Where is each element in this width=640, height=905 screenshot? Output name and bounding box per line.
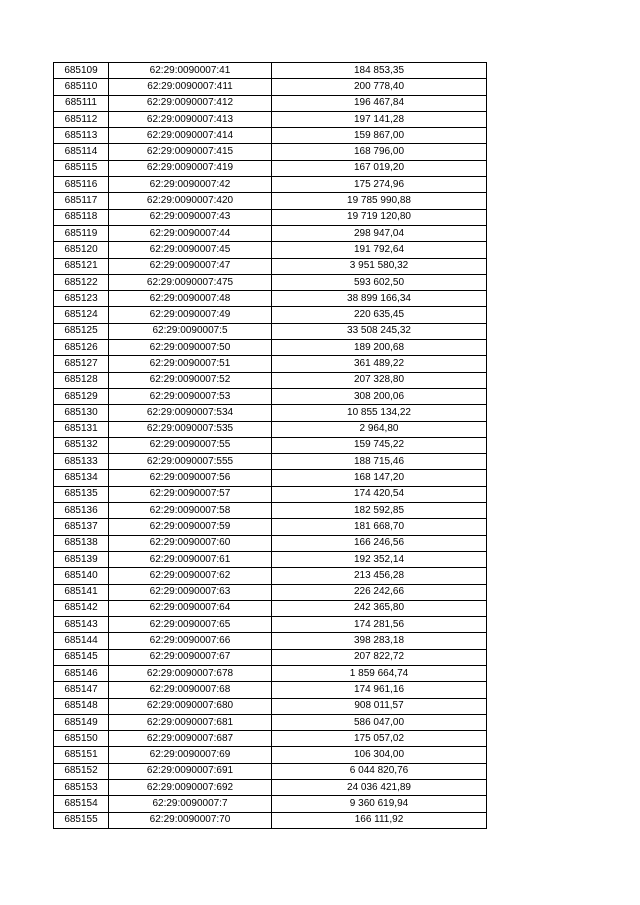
row-number-cell: 685144 (54, 633, 109, 649)
value-cell: 175 057,02 (272, 731, 487, 747)
table-row (54, 747, 487, 763)
cadastral-number-cell: 62:29:0090007:48 (109, 291, 272, 307)
value-cell: 3 951 580,32 (272, 258, 487, 274)
cadastral-number-cell: 62:29:0090007:50 (109, 340, 272, 356)
cadastral-number-cell: 62:29:0090007:413 (109, 111, 272, 127)
table-body (54, 63, 487, 829)
table-row (54, 812, 487, 828)
table-row (54, 242, 487, 258)
value-cell: 2 964,80 (272, 421, 487, 437)
table-row (54, 95, 487, 111)
cadastral-number-cell: 62:29:0090007:420 (109, 193, 272, 209)
value-cell: 242 365,80 (272, 600, 487, 616)
row-number-cell: 685137 (54, 519, 109, 535)
cadastral-number-cell: 62:29:0090007:678 (109, 665, 272, 681)
row-number-cell: 685140 (54, 568, 109, 584)
cadastral-number-cell: 62:29:0090007:51 (109, 356, 272, 372)
cadastral-number-cell: 62:29:0090007:52 (109, 372, 272, 388)
row-number-cell: 685124 (54, 307, 109, 323)
value-cell: 168 796,00 (272, 144, 487, 160)
value-cell: 207 328,80 (272, 372, 487, 388)
cadastral-number-cell: 62:29:0090007:44 (109, 225, 272, 241)
table-row (54, 649, 487, 665)
cadastral-number-cell: 62:29:0090007:64 (109, 600, 272, 616)
value-cell: 196 467,84 (272, 95, 487, 111)
value-cell: 226 242,66 (272, 584, 487, 600)
value-cell: 593 602,50 (272, 274, 487, 290)
cadastral-number-cell: 62:29:0090007:60 (109, 535, 272, 551)
row-number-cell: 685152 (54, 763, 109, 779)
cadastral-number-cell: 62:29:0090007:681 (109, 714, 272, 730)
row-number-cell: 685113 (54, 128, 109, 144)
cadastral-number-cell: 62:29:0090007:53 (109, 388, 272, 404)
table-row (54, 177, 487, 193)
table-row (54, 470, 487, 486)
cadastral-number-cell: 62:29:0090007:691 (109, 763, 272, 779)
value-cell: 175 274,96 (272, 177, 487, 193)
row-number-cell: 685117 (54, 193, 109, 209)
cadastral-number-cell: 62:29:0090007:58 (109, 503, 272, 519)
value-cell: 908 011,57 (272, 698, 487, 714)
value-cell: 106 304,00 (272, 747, 487, 763)
cadastral-number-cell: 62:29:0090007:419 (109, 160, 272, 176)
table-row (54, 128, 487, 144)
cadastral-number-cell: 62:29:0090007:56 (109, 470, 272, 486)
row-number-cell: 685126 (54, 340, 109, 356)
table-row (54, 796, 487, 812)
row-number-cell: 685130 (54, 405, 109, 421)
row-number-cell: 685122 (54, 274, 109, 290)
row-number-cell: 685148 (54, 698, 109, 714)
row-number-cell: 685110 (54, 79, 109, 95)
cadastral-number-cell: 62:29:0090007:57 (109, 486, 272, 502)
cadastral-number-cell: 62:29:0090007:63 (109, 584, 272, 600)
table-row (54, 551, 487, 567)
value-cell: 298 947,04 (272, 225, 487, 241)
value-cell: 200 778,40 (272, 79, 487, 95)
cadastral-number-cell: 62:29:0090007:69 (109, 747, 272, 763)
cadastral-number-cell: 62:29:0090007:43 (109, 209, 272, 225)
value-cell: 192 352,14 (272, 551, 487, 567)
row-number-cell: 685149 (54, 714, 109, 730)
table-row (54, 421, 487, 437)
row-number-cell: 685135 (54, 486, 109, 502)
row-number-cell: 685127 (54, 356, 109, 372)
table-row (54, 340, 487, 356)
table-row (54, 486, 487, 502)
table-row (54, 454, 487, 470)
table-row (54, 274, 487, 290)
row-number-cell: 685132 (54, 437, 109, 453)
row-number-cell: 685115 (54, 160, 109, 176)
row-number-cell: 685120 (54, 242, 109, 258)
table-row (54, 714, 487, 730)
value-cell: 586 047,00 (272, 714, 487, 730)
value-cell: 166 246,56 (272, 535, 487, 551)
value-cell: 220 635,45 (272, 307, 487, 323)
value-cell: 1 859 664,74 (272, 665, 487, 681)
row-number-cell: 685154 (54, 796, 109, 812)
table-row (54, 437, 487, 453)
row-number-cell: 685136 (54, 503, 109, 519)
cadastral-number-cell: 62:29:0090007:45 (109, 242, 272, 258)
cadastral-number-cell: 62:29:0090007:70 (109, 812, 272, 828)
cadastral-number-cell: 62:29:0090007:475 (109, 274, 272, 290)
row-number-cell: 685138 (54, 535, 109, 551)
table-row (54, 291, 487, 307)
row-number-cell: 685114 (54, 144, 109, 160)
value-cell: 167 019,20 (272, 160, 487, 176)
cadastral-number-cell: 62:29:0090007:42 (109, 177, 272, 193)
table-row (54, 633, 487, 649)
table-row (54, 519, 487, 535)
row-number-cell: 685112 (54, 111, 109, 127)
value-cell: 398 283,18 (272, 633, 487, 649)
cadastral-number-cell: 62:29:0090007:68 (109, 682, 272, 698)
cadastral-number-cell: 62:29:0090007:412 (109, 95, 272, 111)
row-number-cell: 685150 (54, 731, 109, 747)
value-cell: 159 867,00 (272, 128, 487, 144)
cadastral-number-cell: 62:29:0090007:61 (109, 551, 272, 567)
value-cell: 181 668,70 (272, 519, 487, 535)
cadastral-number-cell: 62:29:0090007:414 (109, 128, 272, 144)
value-cell: 24 036 421,89 (272, 780, 487, 796)
cadastral-number-cell: 62:29:0090007:687 (109, 731, 272, 747)
value-cell: 184 853,35 (272, 63, 487, 79)
table-row (54, 258, 487, 274)
table-row (54, 63, 487, 79)
table-row (54, 372, 487, 388)
row-number-cell: 685145 (54, 649, 109, 665)
table-row (54, 503, 487, 519)
cadastral-number-cell: 62:29:0090007:555 (109, 454, 272, 470)
row-number-cell: 685125 (54, 323, 109, 339)
table-row (54, 584, 487, 600)
row-number-cell: 685155 (54, 812, 109, 828)
row-number-cell: 685129 (54, 388, 109, 404)
value-cell: 168 147,20 (272, 470, 487, 486)
value-cell: 38 899 166,34 (272, 291, 487, 307)
value-cell: 19 719 120,80 (272, 209, 487, 225)
value-cell: 197 141,28 (272, 111, 487, 127)
table-row (54, 405, 487, 421)
cadastral-number-cell: 62:29:0090007:534 (109, 405, 272, 421)
cadastral-number-cell: 62:29:0090007:59 (109, 519, 272, 535)
row-number-cell: 685134 (54, 470, 109, 486)
value-cell: 159 745,22 (272, 437, 487, 453)
value-cell: 213 456,28 (272, 568, 487, 584)
cadastral-number-cell: 62:29:0090007:41 (109, 63, 272, 79)
cadastral-value-table (53, 62, 487, 829)
table-row (54, 225, 487, 241)
table-row (54, 763, 487, 779)
row-number-cell: 685141 (54, 584, 109, 600)
row-number-cell: 685131 (54, 421, 109, 437)
value-cell: 174 420,54 (272, 486, 487, 502)
cadastral-number-cell: 62:29:0090007:62 (109, 568, 272, 584)
cadastral-number-cell: 62:29:0090007:535 (109, 421, 272, 437)
table-row (54, 568, 487, 584)
table-row (54, 144, 487, 160)
table-row (54, 780, 487, 796)
row-number-cell: 685151 (54, 747, 109, 763)
table-row (54, 111, 487, 127)
row-number-cell: 685142 (54, 600, 109, 616)
row-number-cell: 685146 (54, 665, 109, 681)
row-number-cell: 685143 (54, 617, 109, 633)
value-cell: 207 822,72 (272, 649, 487, 665)
table-row (54, 307, 487, 323)
row-number-cell: 685111 (54, 95, 109, 111)
table-row (54, 698, 487, 714)
row-number-cell: 685116 (54, 177, 109, 193)
value-cell: 33 508 245,32 (272, 323, 487, 339)
table-row (54, 160, 487, 176)
value-cell: 361 489,22 (272, 356, 487, 372)
table-row (54, 356, 487, 372)
row-number-cell: 685121 (54, 258, 109, 274)
cadastral-number-cell: 62:29:0090007:65 (109, 617, 272, 633)
value-cell: 6 044 820,76 (272, 763, 487, 779)
row-number-cell: 685147 (54, 682, 109, 698)
value-cell: 191 792,64 (272, 242, 487, 258)
table-row (54, 79, 487, 95)
row-number-cell: 685128 (54, 372, 109, 388)
table-row (54, 682, 487, 698)
value-cell: 174 961,16 (272, 682, 487, 698)
cadastral-number-cell: 62:29:0090007:49 (109, 307, 272, 323)
value-cell: 166 111,92 (272, 812, 487, 828)
table-row (54, 323, 487, 339)
table-row (54, 388, 487, 404)
cadastral-number-cell: 62:29:0090007:411 (109, 79, 272, 95)
value-cell: 189 200,68 (272, 340, 487, 356)
row-number-cell: 685118 (54, 209, 109, 225)
table-row (54, 617, 487, 633)
cadastral-number-cell: 62:29:0090007:47 (109, 258, 272, 274)
cadastral-number-cell: 62:29:0090007:66 (109, 633, 272, 649)
row-number-cell: 685133 (54, 454, 109, 470)
value-cell: 19 785 990,88 (272, 193, 487, 209)
cadastral-number-cell: 62:29:0090007:55 (109, 437, 272, 453)
cadastral-number-cell: 62:29:0090007:5 (109, 323, 272, 339)
value-cell: 182 592,85 (272, 503, 487, 519)
value-cell: 10 855 134,22 (272, 405, 487, 421)
cadastral-number-cell: 62:29:0090007:692 (109, 780, 272, 796)
cadastral-number-cell: 62:29:0090007:67 (109, 649, 272, 665)
row-number-cell: 685139 (54, 551, 109, 567)
cadastral-number-cell: 62:29:0090007:415 (109, 144, 272, 160)
value-cell: 308 200,06 (272, 388, 487, 404)
table-row (54, 665, 487, 681)
value-cell: 188 715,46 (272, 454, 487, 470)
table-row (54, 209, 487, 225)
row-number-cell: 685153 (54, 780, 109, 796)
value-cell: 9 360 619,94 (272, 796, 487, 812)
cadastral-number-cell: 62:29:0090007:7 (109, 796, 272, 812)
cadastral-number-cell: 62:29:0090007:680 (109, 698, 272, 714)
table-row (54, 600, 487, 616)
row-number-cell: 685123 (54, 291, 109, 307)
row-number-cell: 685119 (54, 225, 109, 241)
table-row (54, 731, 487, 747)
table-row (54, 193, 487, 209)
row-number-cell: 685109 (54, 63, 109, 79)
value-cell: 174 281,56 (272, 617, 487, 633)
table-row (54, 535, 487, 551)
